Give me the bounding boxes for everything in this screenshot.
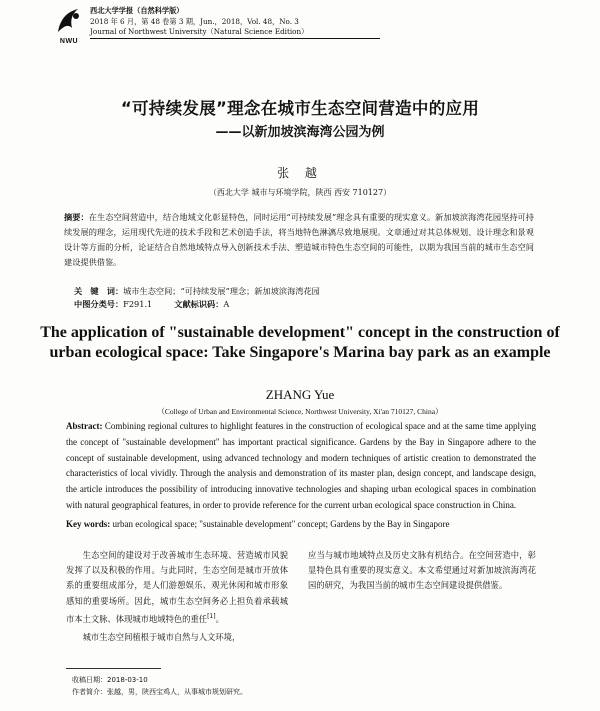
body-column-left: [66, 548, 288, 645]
body-text-end: 。: [215, 613, 224, 624]
body-column-right: [308, 548, 536, 594]
affiliation-cn: （西北大学 城市与环境学院，陕西 西安 710127）: [208, 188, 392, 197]
keywords-cn: [74, 285, 534, 298]
author-en: ZHANG Yue: [265, 387, 335, 402]
abstract-cn-text: 在生态空间营造中，结合地域文化彰显特色，同时运用“可持续发展”理念具有重要的现实意义。新加坡滨海湾花园坚持可持续发展的理念，运用现代先进的技术手段和艺术创造手法，将当地特色淋漓尽致地展现。文章通过对其总体规划、设计理念和景观设计等方面的分析，论证结合自然地域特点导入创新技术手法、塑造城市特色生态空间的可能性，以期为我国当前的城市生态空间建设提供借鉴。: [64, 212, 534, 267]
article-title-en: The application of "sustainable development" concept in the construction of urban ecological space: Take Singapore's Marina bay park as an example: [40, 324, 560, 361]
affiliation-en: （College of Urban and Environmental Science, Northwest University, Xi'an 710127, China）: [157, 407, 443, 416]
author-cn: 张 越: [277, 166, 323, 180]
abstract-en-label: Abstract:: [66, 421, 103, 431]
doc-code-label: 文献标识码：: [174, 299, 224, 309]
keywords-cn-text: 城市生态空间；“可持续发展”理念；新加坡滨海湾花园: [123, 286, 320, 296]
journal-name-en: Journal of Northwest University（Natural Science Edition）: [90, 27, 309, 36]
keywords-en-label: Key words:: [66, 519, 111, 529]
clc-label: 中图分类号：: [74, 299, 124, 309]
classification-cn: [74, 298, 534, 311]
abstract-en: [66, 419, 536, 514]
abstract-cn: [64, 210, 534, 270]
doc-code-value: A: [223, 299, 230, 309]
citation-ref: [1]: [207, 612, 216, 620]
author-info: 作者简介：张越，男，陕西宝鸡人，从事城市规划研究。: [72, 688, 247, 696]
keywords-en: [66, 517, 536, 531]
keywords-cn-label: 关 键 词：: [74, 286, 124, 296]
abstract-en-text: Combining regional cultures to highlight features in the construction of ecological space and at the same time applying the concept of "sustainable development" has important practical significance. Gardens by the Bay in Singapore adhere to the concept of sustainable development, using advanced technology and modern techniques of artistic creation to demonstrated the characteristics of local vividly. Through the analysis and demonstration of its master plan, design concept, and landscape design, the article introduces the possibility of introducing innovative technologies and shaping urban ecological spaces in combination with natural geographical features, in order to provide reference for the current urban ecological space construction in China.: [66, 421, 536, 510]
issue-line: 2018 年 6 月，第 48 卷第 3 期，Jun.，2018，Vol. 48，No. 3: [90, 16, 299, 26]
article-subtitle-cn: ——以新加坡滨海湾公园为例: [215, 125, 385, 140]
body-paragraph: [66, 548, 288, 627]
logo-emblem-icon: [52, 6, 86, 36]
footnotes: [72, 674, 372, 698]
journal-logo: [52, 6, 86, 50]
header-rule: [90, 38, 380, 39]
abstract-cn-label: 摘要：: [64, 212, 89, 222]
body-text: 生态空间的建设对于改善城市生态环境、营造城市风貌发挥了以及积极的作用。与此同时，生态空间是城市开放体系的重要组成部分，是人们游憩娱乐、观光休闲和城市形象感知的重要场所。因此，城市生态空间务必上担负着承载城市本土文脉、体现城市地域特色的重任: [66, 550, 288, 624]
body-paragraph: [66, 630, 288, 645]
footnote-rule: [66, 668, 161, 669]
keywords-en-text: urban ecological space; "sustainable development" concept; Gardens by the Bay in Singapore: [110, 519, 450, 529]
body-paragraph: 应当与城市地域特点及历史文脉有机结合。在空间营造中，彰显特色具有重要的现实意义。本文希望通过对新加坡滨海湾花园的研究，为我国当前的城市生态空间建设提供借鉴。: [308, 550, 536, 591]
clc-value: F291.1: [123, 299, 153, 309]
body-text: 城市生态空间植根于城市自然与人文环境，: [82, 631, 241, 642]
logo-text: NWU: [59, 38, 79, 45]
journal-name-cn: 西北大学学报（自然科学版）: [90, 6, 184, 15]
received-date: 收稿日期：2018-03-10: [72, 676, 148, 684]
article-title-cn: “可持续发展”理念在城市生态空间营造中的应用: [120, 99, 480, 118]
